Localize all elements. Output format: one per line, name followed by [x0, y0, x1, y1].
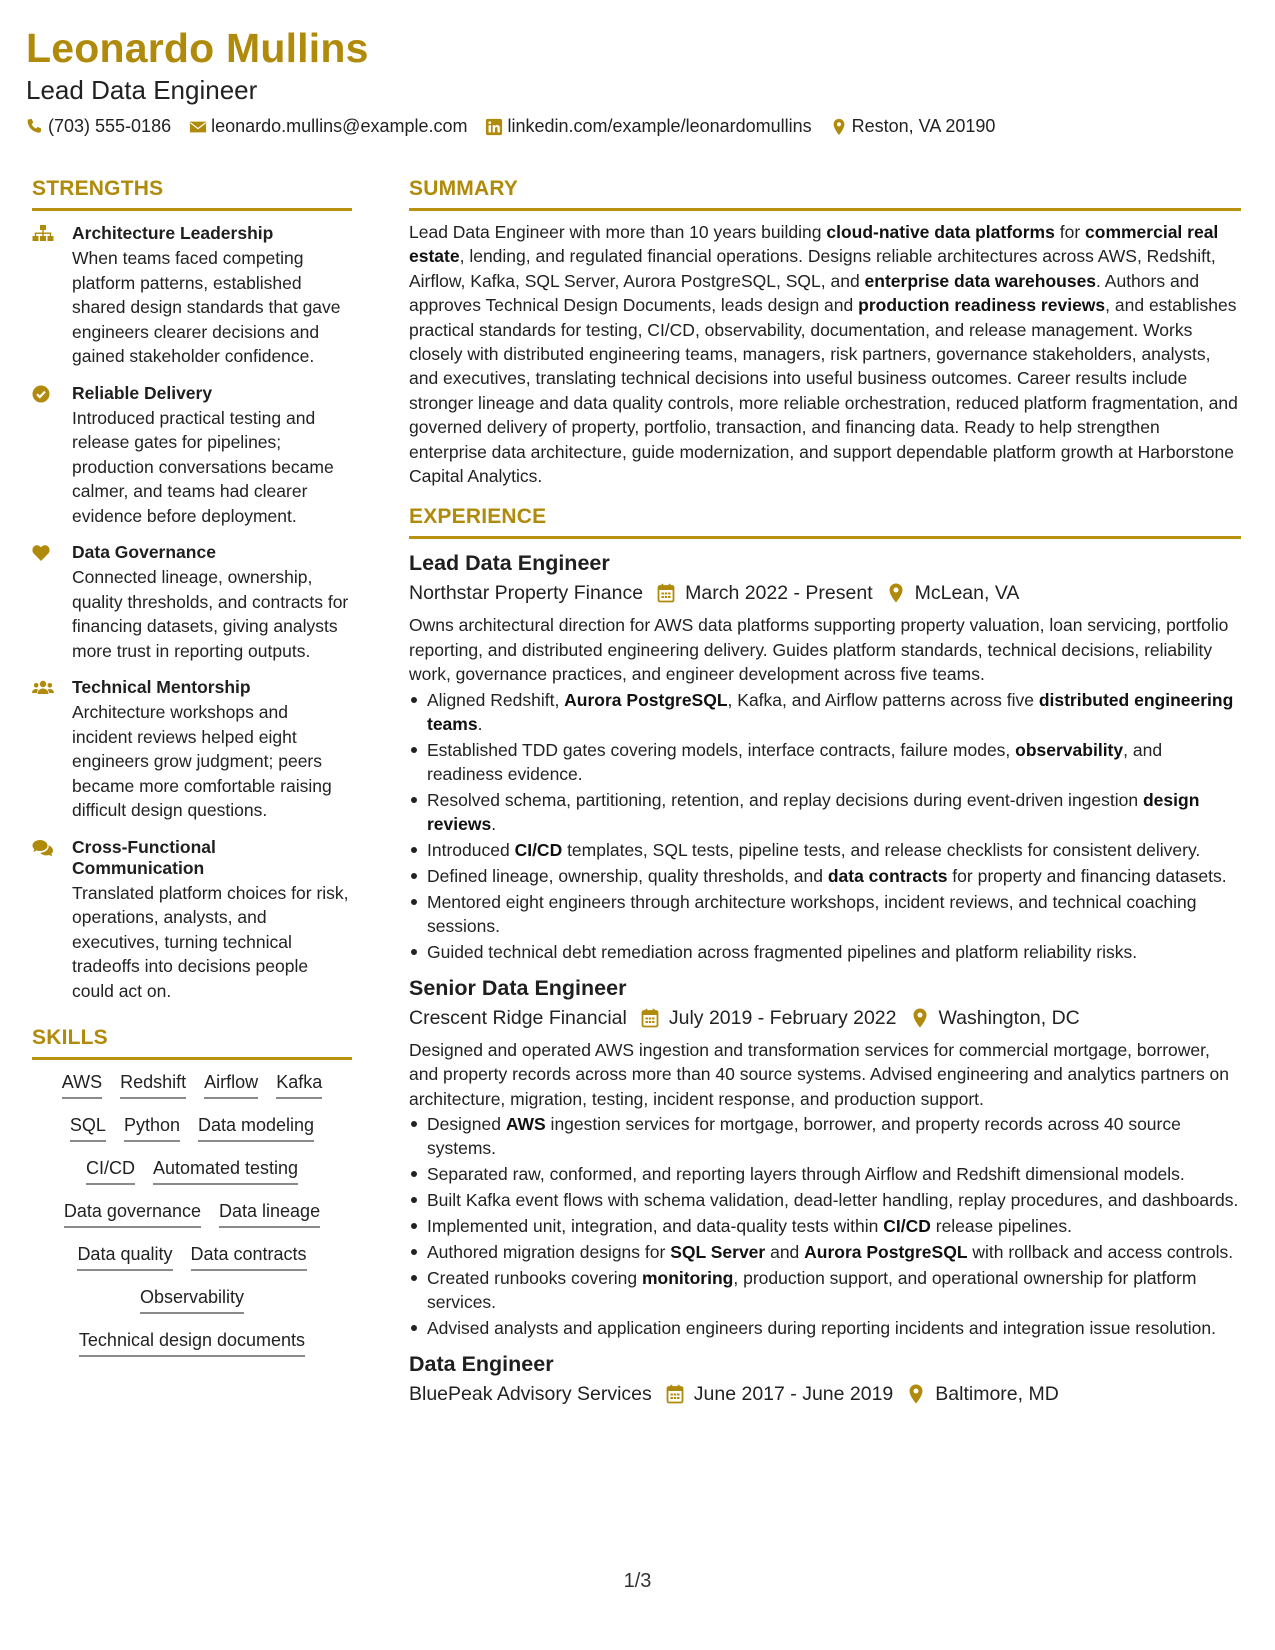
strength-desc: Translated platform choices for risk, operations, analysts, and executives, turning technical tradeoffs into decisions people could act on.: [72, 882, 349, 1001]
strength-title: Data Governance: [72, 542, 216, 562]
job-location: McLean, VA: [887, 579, 1020, 607]
resume-header: [26, 24, 1251, 137]
bullet-item: Implemented unit, integration, and data-quality tests within CI/CD release pipelines.: [409, 1214, 1241, 1238]
strength-desc: Architecture workshops and incident reviews helped eight engineers grow judgment; peers became more comfortable raising difficult design questions.: [72, 702, 332, 820]
job-entry: [409, 549, 1241, 963]
job-description: Designed and operated AWS ingestion and transformation services for commercial mortgage, borrower, and property records across more than 40 source systems. Advised engineering and analytics partners on architecture, migration, testing, incident response, and production support.: [409, 1039, 1230, 1109]
skill-tag: CI/CD: [86, 1156, 135, 1185]
skill-tag: Data contracts: [191, 1242, 307, 1271]
skill-tag: Data modeling: [198, 1113, 314, 1142]
strength-item: [32, 837, 352, 1004]
strengths-section: [32, 176, 352, 1003]
comments-icon: [32, 839, 54, 857]
job-company: Crescent Ridge Financial: [409, 1006, 627, 1029]
bullet-item: Mentored eight engineers through architecture workshops, incident reviews, and technical coaching sessions.: [409, 890, 1241, 938]
job-location: Washington, DC: [911, 1004, 1080, 1032]
strength-title: Technical Mentorship: [72, 677, 251, 697]
job-meta: [409, 1004, 1241, 1032]
calendar-icon: [641, 1008, 659, 1028]
users-icon: [32, 679, 54, 697]
bullet-item: Resolved schema, partitioning, retention, and replay decisions during event-driven ingestion design reviews.: [409, 788, 1241, 836]
candidate-name: Leonardo Mullins: [26, 25, 369, 71]
job-entry: [409, 974, 1241, 1340]
bullet-item: Guided technical debt remediation across fragmented pipelines and platform reliability risks.: [409, 940, 1241, 964]
calendar-icon: [657, 583, 675, 603]
skill-tag: Kafka: [276, 1070, 322, 1099]
envelope-icon: [189, 118, 207, 136]
skills-heading: SKILLS: [32, 1025, 352, 1060]
bullet-item: Designed AWS ingestion services for mortgage, borrower, and property records across 40 source systems.: [409, 1112, 1241, 1160]
map-marker-icon: [830, 118, 848, 136]
check-circle-icon: [32, 385, 54, 403]
left-column: [32, 176, 352, 1357]
strength-desc: Introduced practical testing and release gates for pipelines; production conversations became calmer, and teams had clearer evidence before deployment.: [72, 407, 334, 526]
job-bullets: [409, 688, 1241, 964]
contact-linkedin[interactable]: [485, 116, 811, 137]
skills-section: [32, 1025, 352, 1357]
strength-title: Reliable Delivery: [72, 382, 213, 403]
contact-location: [830, 116, 996, 137]
skill-tag: AWS: [62, 1070, 102, 1099]
sitemap-icon: [32, 225, 54, 243]
job-meta: [409, 579, 1241, 607]
job-title: Data Engineer: [409, 1351, 554, 1376]
skill-tag: Data lineage: [219, 1199, 320, 1228]
skill-tag: Airflow: [204, 1070, 258, 1099]
skill-tag: Automated testing: [153, 1156, 298, 1185]
skill-tag: Redshift: [120, 1070, 186, 1099]
job-meta: [409, 1380, 1241, 1408]
bullet-item: Established TDD gates covering models, interface contracts, failure modes, observability, and readiness evidence.: [409, 738, 1241, 786]
job-company: Northstar Property Finance: [409, 582, 644, 605]
bullet-item: Built Kafka event flows with schema validation, dead-letter handling, replay procedures, and dashboards.: [409, 1188, 1241, 1212]
job-title: Lead Data Engineer: [409, 551, 610, 576]
job-title: Senior Data Engineer: [409, 975, 627, 1000]
job-dates: June 2017 - June 2019: [666, 1380, 894, 1408]
calendar-icon: [666, 1384, 684, 1404]
map-marker-icon: [907, 1384, 925, 1404]
bullet-item: Defined lineage, ownership, quality thresholds, and data contracts for property and financing datasets.: [409, 864, 1241, 888]
contact-email[interactable]: [189, 116, 467, 137]
contact-bar: [26, 116, 1251, 137]
skill-tag: Data quality: [77, 1242, 172, 1271]
bullet-item: Advised analysts and application engineers during reporting incidents and integration issue resolution.: [409, 1316, 1241, 1340]
linkedin-icon: [485, 118, 503, 136]
skill-tag: Observability: [140, 1285, 244, 1314]
bullet-item: Aligned Redshift, Aurora PostgreSQL, Kafka, and Airflow patterns across five distributed engineering teams.: [409, 688, 1241, 736]
heart-icon: [32, 544, 54, 562]
summary-section: [409, 176, 1241, 488]
bullet-item: Separated raw, conformed, and reporting layers through Airflow and Redshift dimensional models.: [409, 1162, 1241, 1186]
strength-desc: Connected lineage, ownership, quality thresholds, and contracts for financing datasets, giving analysts more trust in reporting outputs.: [72, 567, 349, 661]
strengths-heading: STRENGTHS: [32, 176, 352, 211]
candidate-role: Lead Data Engineer: [26, 75, 258, 105]
job-company: BluePeak Advisory Services: [409, 1382, 652, 1405]
bullet-item: Introduced CI/CD templates, SQL tests, pipeline tests, and release checklists for consistent delivery.: [409, 838, 1241, 862]
skill-tag: Data governance: [64, 1199, 201, 1228]
skill-tag: SQL: [70, 1113, 106, 1142]
map-marker-icon: [887, 583, 905, 603]
job-dates: March 2022 - Present: [657, 579, 873, 607]
phone-icon: [26, 118, 44, 136]
job-dates: July 2019 - February 2022: [641, 1004, 897, 1032]
experience-section: [409, 504, 1241, 1407]
job-entry: [409, 1350, 1241, 1408]
phone-text: (703) 555-0186: [48, 116, 172, 136]
strength-title: Architecture Leadership: [72, 223, 274, 243]
job-location: Baltimore, MD: [907, 1380, 1059, 1408]
email-text: leonardo.mullins@example.com: [211, 116, 468, 136]
strengths-list: [32, 223, 352, 1003]
job-description: Owns architectural direction for AWS data platforms supporting property valuation, loan servicing, portfolio reporting, and distributed engineering delivery. Guides platform standards, technical decisions, reliability work, governance practices, and engineer development across five teams.: [409, 615, 1229, 685]
strength-item: [32, 542, 352, 663]
summary-heading: SUMMARY: [409, 176, 1241, 211]
strength-item: [32, 383, 352, 529]
page-number: 1/3: [623, 1570, 652, 1592]
right-column: [409, 176, 1241, 1408]
location-text: Reston, VA 20190: [851, 116, 996, 136]
bullet-item: Authored migration designs for SQL Server and Aurora PostgreSQL with rollback and access controls.: [409, 1240, 1241, 1264]
strength-item: [32, 677, 352, 823]
summary-text: Lead Data Engineer with more than 10 years building cloud-native data platforms for commercial real estate, lending, and regulated financial operations. Designs reliable architectures across AWS, Redshift, Airflow, Kafka, SQL Server, Aurora PostgreSQL, SQL, and enterprise data warehouses. Authors and approves Technical Design Documents, leads design and production readiness reviews, and establishes practical standards for testing, CI/CD, observability, documentation, and release management. Works closely with distributed engineering teams, managers, risk partners, governance stakeholders, analysts, and executives, translating technical decisions into useful business outcomes. Career results include stronger lineage and data quality controls, more reliable orchestration, reduced platform fragmentation, and governed delivery of property, portfolio, transaction, and financing data. Ready to help strengthen enterprise data architecture, guide modernization, and support dependable platform growth at Harborstone Capital Analytics.: [409, 222, 1238, 487]
job-bullets: [409, 1112, 1241, 1340]
experience-heading: EXPERIENCE: [409, 504, 1241, 539]
strength-desc: When teams faced competing platform patterns, established shared design standards that gave engineers clearer decisions and gained stakeholder confidence.: [72, 248, 341, 366]
strength-item: [32, 223, 352, 369]
skills-list: [32, 1070, 352, 1357]
linkedin-text: linkedin.com/example/leonardomullins: [507, 116, 812, 136]
strength-title: Cross-Functional Communication: [72, 836, 216, 878]
skill-tag: Technical design documents: [79, 1328, 305, 1357]
job-list: [409, 549, 1241, 1407]
skill-tag: Python: [124, 1113, 180, 1142]
bullet-item: Created runbooks covering monitoring, production support, and operational ownership for platform services.: [409, 1266, 1241, 1314]
map-marker-icon: [911, 1008, 929, 1028]
contact-phone: [26, 116, 171, 137]
